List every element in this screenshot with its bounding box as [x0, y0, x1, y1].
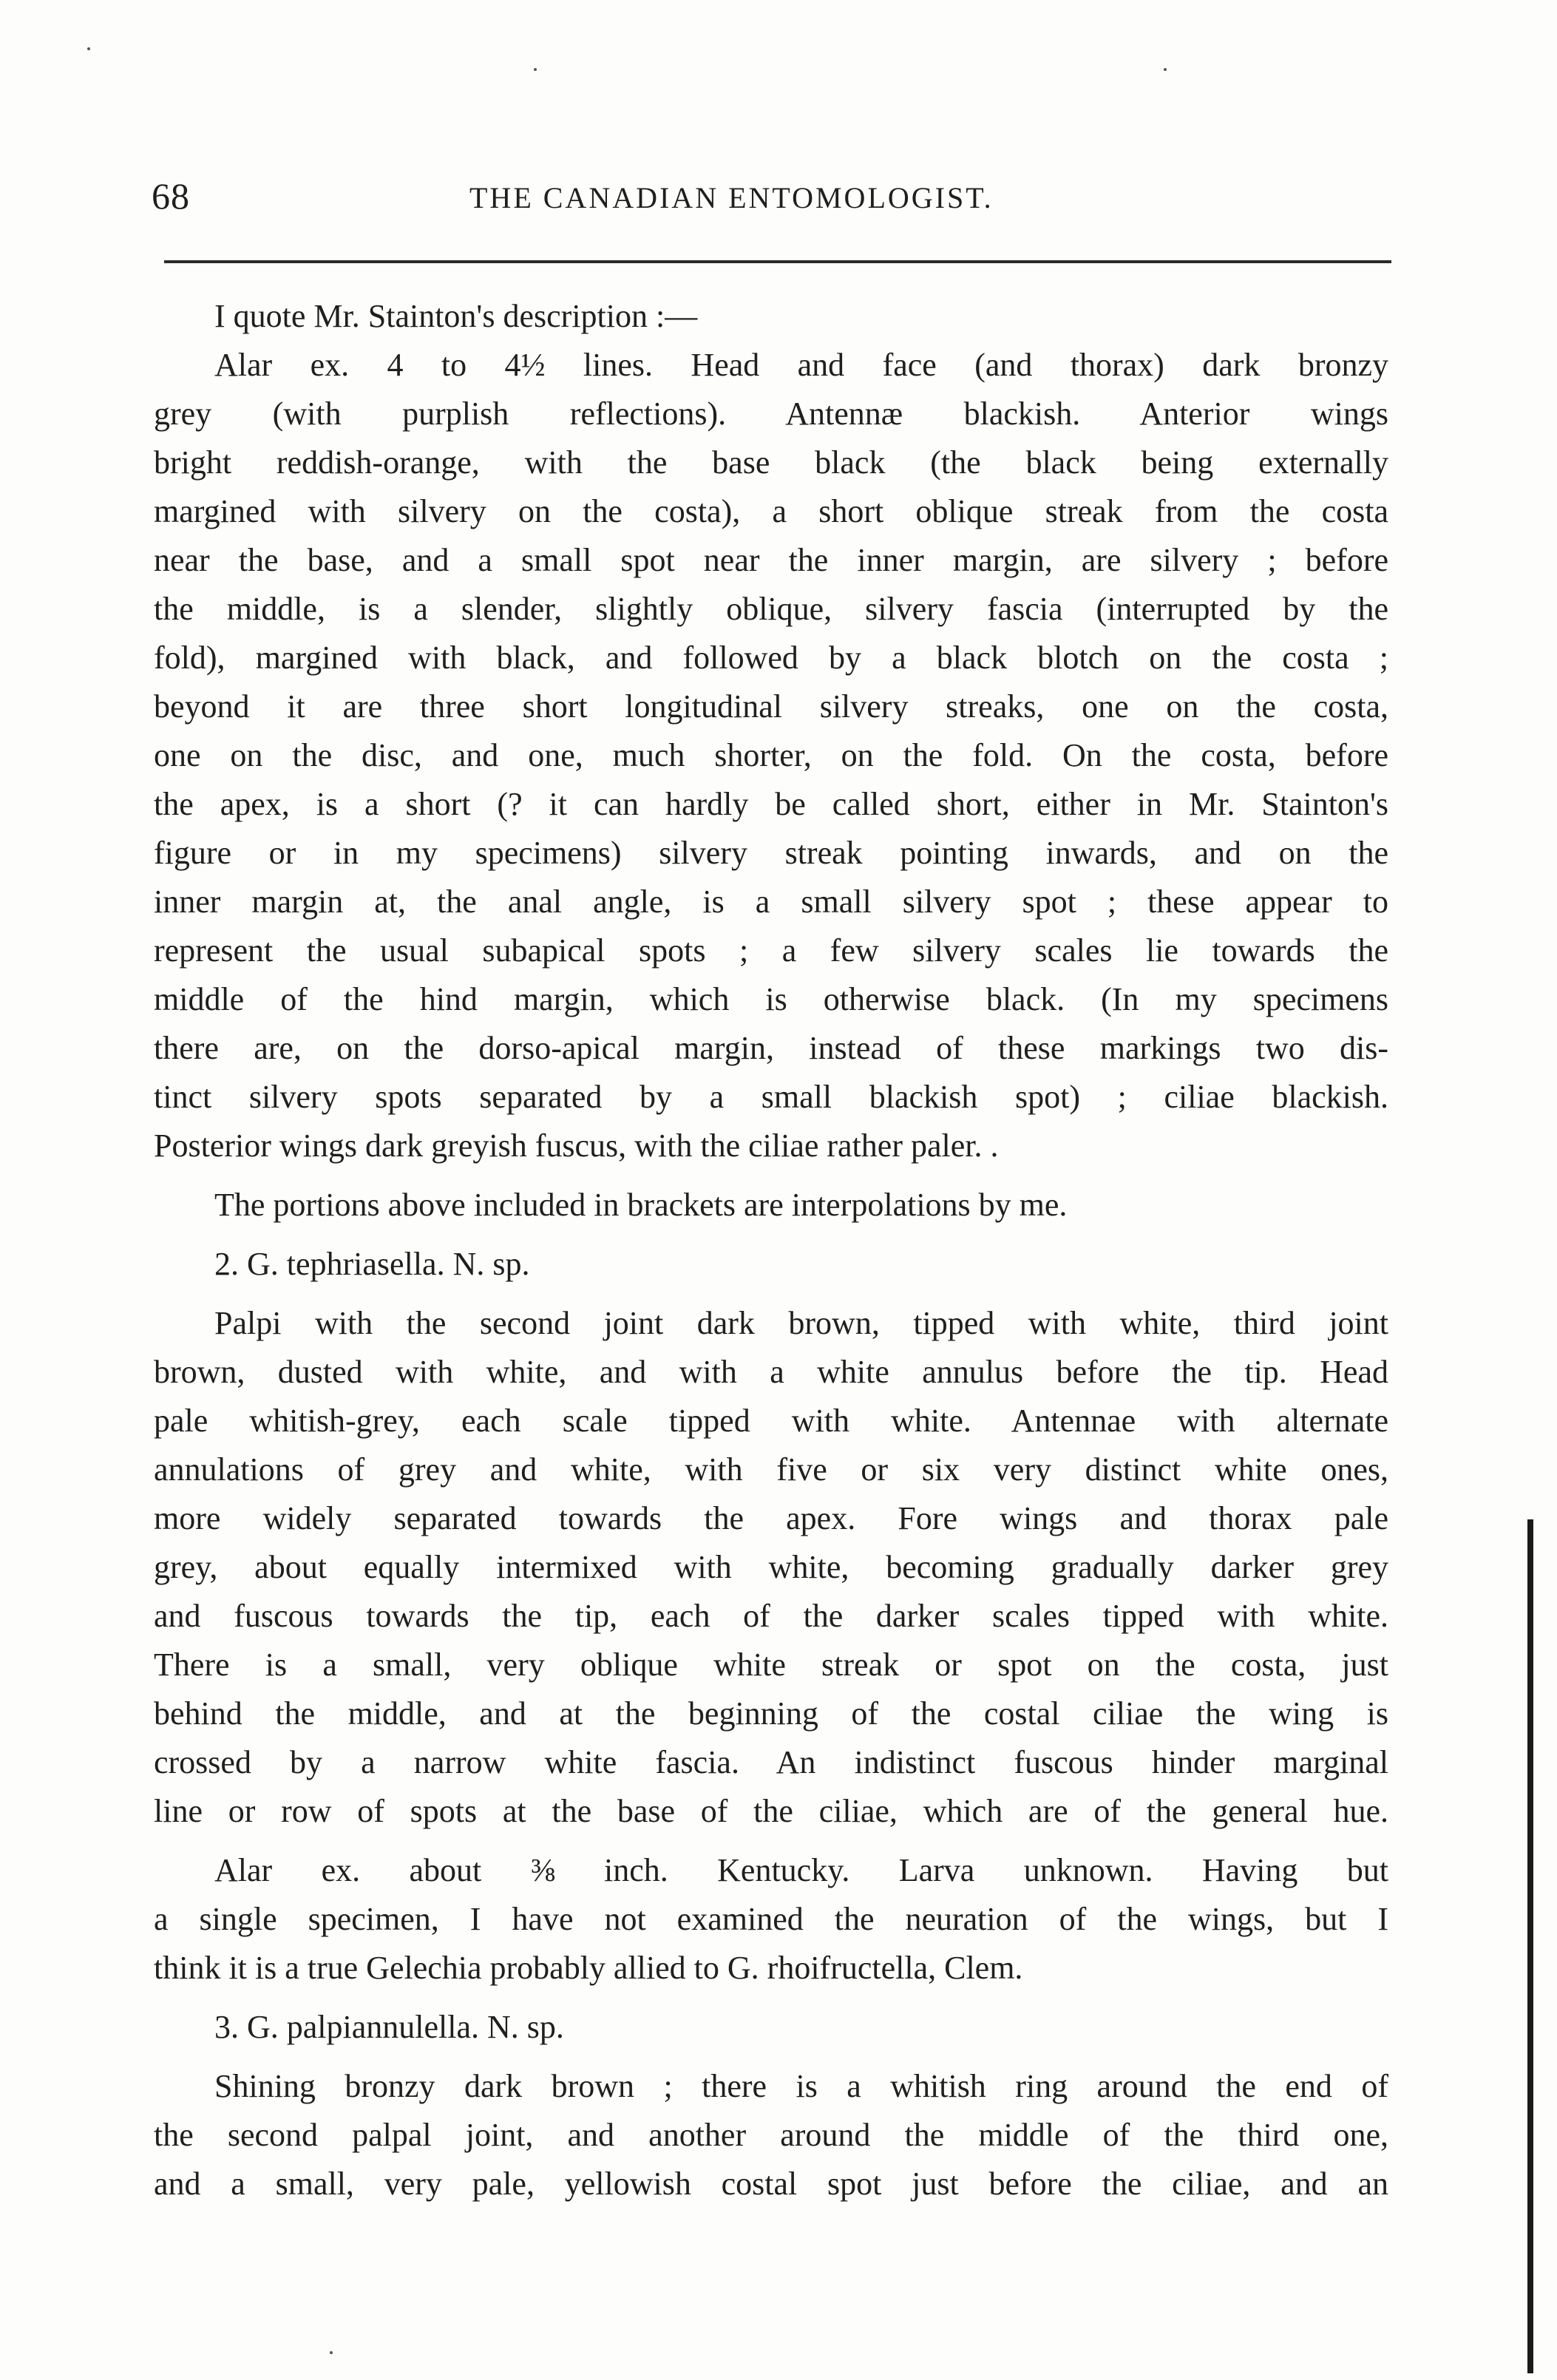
text-line: margined with silvery on the costa), a short oblique streak from the costa: [154, 493, 1388, 529]
text-line: a single specimen, I have not examined the neuration of the wings, but I: [154, 1901, 1388, 1937]
text-line: tinct silvery spots separated by a small blackish spot) ; ciliae blackish.: [154, 1079, 1388, 1115]
text-line: and a small, very pale, yellowish costal spot just before the ciliae, and an: [154, 2166, 1388, 2202]
header-rule: [164, 260, 1391, 263]
text-line: fold), margined with black, and followed by a black blotch on the costa ;: [154, 640, 1388, 676]
text-line: inner margin at, the anal angle, is a small silvery spot ; these appear to: [154, 884, 1388, 920]
species-heading: 2. G. tephriasella. N. sp.: [214, 1246, 530, 1282]
text-line: think it is a true Gelechia probably allied to G. rhoifructella, Clem.: [154, 1950, 1023, 1986]
article-body: [154, 292, 1388, 2208]
text-line: and fuscous towards the tip, each of the darker scales tipped with white.: [154, 1598, 1388, 1634]
text-line: Posterior wings dark greyish fuscus, with the ciliae rather paler. .: [154, 1128, 999, 1164]
text-line: grey (with purplish reflections). Antennæ blackish. Anterior wings: [154, 396, 1388, 432]
text-line: near the base, and a small spot near the inner margin, are silvery ; before: [154, 542, 1388, 578]
text-line: there are, on the dorso-apical margin, instead of these markings two dis-: [154, 1030, 1388, 1066]
text-line: There is a small, very oblique white streak or spot on the costa, just: [154, 1647, 1388, 1683]
text-line: crossed by a narrow white fascia. An indistinct fuscous hinder marginal: [154, 1744, 1388, 1780]
text-line: Shining bronzy dark brown ; there is a whitish ring around the end of: [214, 2068, 1388, 2104]
running-title: THE CANADIAN ENTOMOLOGIST.: [469, 181, 994, 214]
text-line: pale whitish-grey, each scale tipped with white. Antennae with alternate: [154, 1403, 1388, 1439]
paper-speck: [330, 2351, 333, 2354]
text-line: The portions above included in brackets are interpolations by me.: [214, 1187, 1068, 1223]
text-line: the middle, is a slender, slightly oblique, silvery fascia (interrupted by the: [154, 591, 1388, 627]
text-line: figure or in my specimens) silvery streak pointing inwards, and on the: [154, 835, 1388, 871]
text-line: Alar ex. about ⅜ inch. Kentucky. Larva unknown. Having but: [214, 1852, 1388, 1888]
paper-speck: [1164, 68, 1167, 71]
text-line: annulations of grey and white, with five or six very distinct white ones,: [154, 1451, 1388, 1488]
text-line: one on the disc, and one, much shorter, on the fold. On the costa, before: [154, 737, 1388, 773]
species-heading: 3. G. palpiannulella. N. sp.: [214, 2009, 564, 2045]
binding-edge-mark: [1527, 1519, 1533, 2373]
text-line: middle of the hind margin, which is otherwise black. (In my specimens: [154, 981, 1388, 1017]
paper-speck: [87, 47, 90, 50]
text-line: the second palpal joint, and another around the middle of the third one,: [154, 2117, 1388, 2153]
text-line: represent the usual subapical spots ; a few silvery scales lie towards the: [154, 932, 1388, 969]
text-line: the apex, is a short (? it can hardly be called short, either in Mr. Stainton's: [154, 786, 1388, 822]
text-line: more widely separated towards the apex. Fore wings and thorax pale: [154, 1500, 1388, 1536]
text-line: brown, dusted with white, and with a white annulus before the tip. Head: [154, 1354, 1388, 1390]
text-line: I quote Mr. Stainton's description :—: [214, 298, 698, 334]
page-number: 68: [152, 175, 190, 217]
text-line: behind the middle, and at the beginning of the costal ciliae the wing is: [154, 1695, 1388, 1732]
text-line: Alar ex. 4 to 4½ lines. Head and face (and thorax) dark bronzy: [214, 347, 1388, 383]
text-line: beyond it are three short longitudinal silvery streaks, one on the costa,: [154, 688, 1388, 725]
text-line: Palpi with the second joint dark brown, tipped with white, third joint: [214, 1305, 1388, 1341]
text-line: line or row of spots at the base of the ciliae, which are of the general hue.: [154, 1793, 1388, 1829]
text-line: bright reddish-orange, with the base black (the black being externally: [154, 444, 1388, 481]
page-header: [152, 174, 1386, 234]
text-line: grey, about equally intermixed with white, becoming gradually darker grey: [154, 1549, 1388, 1585]
paper-speck: [534, 68, 537, 71]
